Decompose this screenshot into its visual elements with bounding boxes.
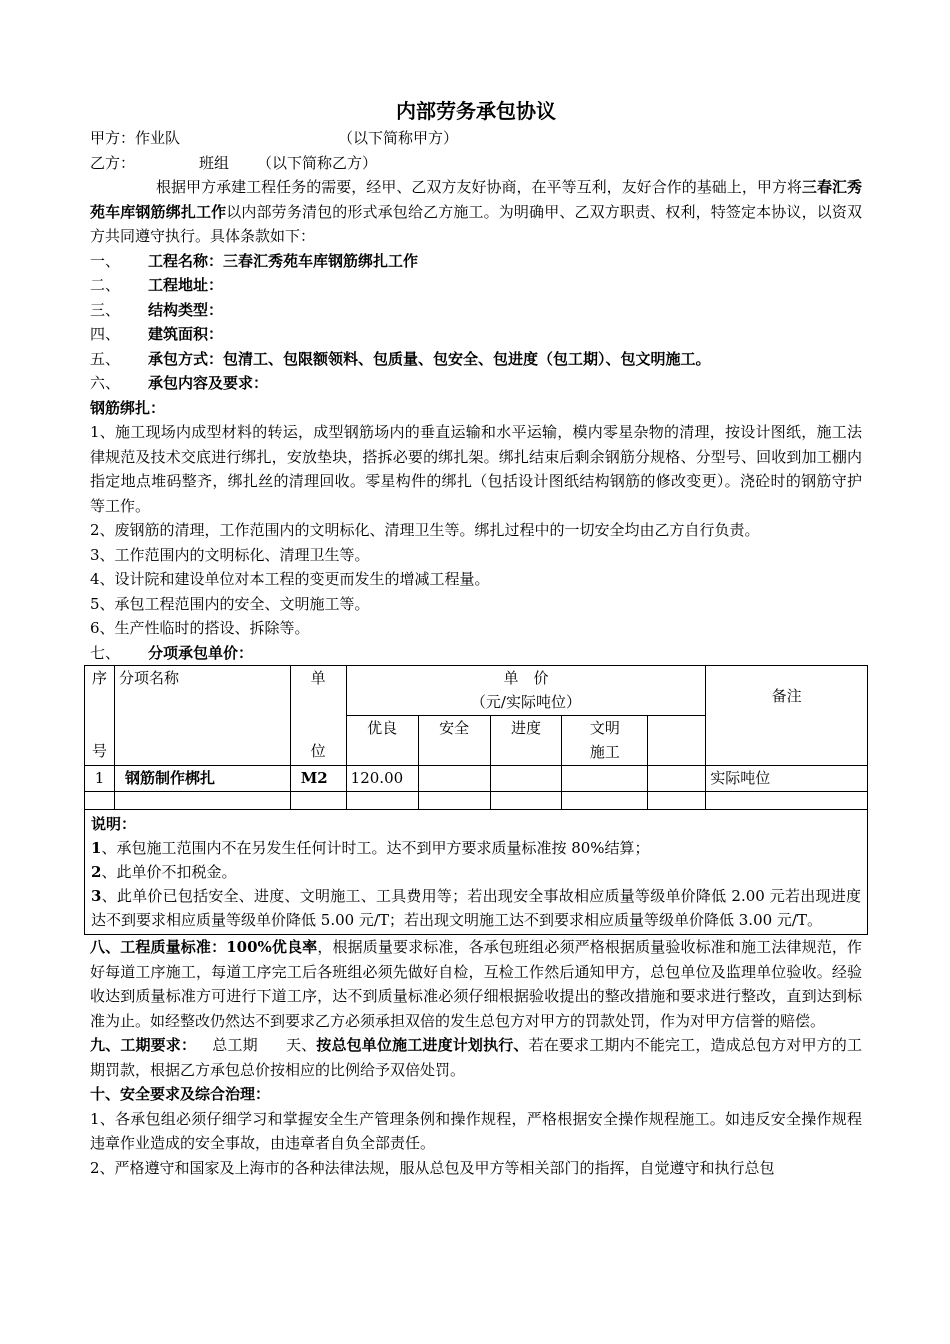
clause-text: 工程地址： — [148, 276, 224, 294]
header-price-title: 单 价 — [503, 669, 549, 687]
header-unit-top: 单 — [310, 669, 326, 687]
row-extra — [648, 766, 706, 792]
row-progress — [490, 766, 562, 792]
header-unit-bottom: 位 — [310, 742, 326, 760]
rebar-item-4: 4、设计院和建设单位对本工程的变更而发生的增减工程量。 — [90, 570, 490, 588]
notes-row — [85, 810, 868, 935]
clause-9-schedule: 按总包单位施工进度计划执行、 — [316, 1036, 529, 1054]
header-seq-bottom: 号 — [91, 742, 107, 760]
header-price — [346, 666, 706, 716]
row-unit: M2 — [290, 766, 346, 792]
intro-paragraph — [90, 175, 862, 249]
intro-project-name: 三春汇秀苑车库钢筋绑扎工作 — [90, 178, 862, 221]
rebar-item-3: 3、工作范围内的文明标化、清理卫生等。 — [90, 545, 370, 564]
clause-num: 七、 — [90, 643, 121, 662]
party-b-team: 班组 — [199, 153, 230, 172]
clause-num: 二、 — [90, 276, 121, 294]
header-civil-top: 文明 — [589, 719, 620, 737]
clause-9-days: 天、 — [285, 1036, 317, 1054]
table-row-empty — [85, 792, 868, 810]
party-a-label: 甲方：作业队 — [90, 129, 181, 147]
clause-text: 分项承包单价： — [148, 643, 254, 662]
note-text: 、此单价不扣税金。 — [101, 863, 237, 881]
clause-num: 一、 — [90, 251, 121, 270]
price-table — [84, 665, 868, 935]
header-safety: 安全 — [418, 716, 490, 766]
party-b-label: 乙方： — [90, 153, 136, 172]
clause-10-heading: 十、安全要求及综合治理： — [90, 1085, 271, 1103]
header-price-sub: （元/实际吨位） — [470, 693, 581, 711]
clause-9-heading: 九、工期要求： — [90, 1036, 197, 1054]
header-empty — [648, 716, 706, 766]
clause-text: 结构类型： — [148, 300, 224, 319]
note-num: 3 — [91, 887, 102, 905]
header-remark: 备注 — [706, 666, 868, 766]
clause-10-item-1: 1、各承包组必须仔细学习和掌握安全生产管理条例和操作规程，严格根据安全操作规程施工。如违反安全操作规程违章作业造成的安全事故，由违章者自负全部责任。 — [90, 1109, 862, 1152]
clause-7 — [90, 641, 862, 666]
row-seq: 1 — [85, 766, 115, 792]
rebar-item-1: 1、施工现场内成型材料的转运，成型钢筋场内的垂直运输和水平运输，模内零星杂物的清理，按设计图纸，施工法律规范及技术交底进行绑扎，安放垫块，搭拆必要的绑扎架。绑扎结束后剩余钢筋分规格、分型号、回收到加工棚内指定地点堆码整齐，绑扎丝的清理回收。零星构件的绑扎（包括设计图纸结构钢筋的修改变更）。浇砼时的钢筋守护等工作。 — [90, 423, 862, 515]
note-num: 2 — [91, 863, 102, 881]
clause-num: 六、 — [90, 374, 121, 392]
clause-num: 四、 — [90, 325, 121, 343]
notes-cell — [85, 810, 868, 935]
notes-heading: 说明： — [91, 815, 137, 833]
document-page — [90, 96, 862, 1180]
header-civil-bottom: 施工 — [589, 743, 620, 761]
header-civil — [562, 716, 648, 766]
party-b-note: （以下简称乙方） — [257, 153, 378, 172]
note-1 — [91, 836, 861, 860]
intro-text-2: 以内部劳务清包的形式承包给乙方施工。为明确甲、乙双方职责、权利，特签定本协议，以资双方共同遵守执行。具体条款如下： — [90, 202, 862, 245]
row-remark: 实际吨位 — [706, 766, 868, 792]
clause-8-text: ，根据质量要求标准，各承包班组必须严格根据质量验收标准和施工法律规范，作好每道工序施工，每道工序完工后各班组必须先做好自检，互检工作然后通知甲方，总包单位及监理单位验收。经验收达到质量标准方可进行下道工序，达不到质量标准必须仔细根据验收提出的整改措施和要求进行整改，直到达到标准为止。如经整改仍然达不到要求乙方必须承担双倍的发生总包方对甲方的罚款处罚，作为对甲方信誉的赔偿。 — [90, 938, 862, 1030]
party-a-note: （以下简称甲方） — [338, 129, 459, 147]
rebar-item-6: 6、生产性临时的搭设、拆除等。 — [90, 619, 310, 637]
clause-9-text: 若在要求工期内不能完工，造成总包方对甲方的工期罚款，根据乙方承包总价按相应的比例给予双倍处罚。 — [90, 1036, 862, 1079]
note-num: 1 — [91, 839, 102, 857]
note-2 — [91, 860, 861, 884]
clause-num: 五、 — [90, 349, 121, 368]
row-civil — [562, 766, 648, 792]
clause-8-heading: 八、工程质量标准：100%优良率 — [90, 938, 318, 956]
party-a-line — [90, 126, 862, 151]
clause-text: 工程名称：三春汇秀苑车库钢筋绑扎工作 — [148, 251, 419, 270]
header-excellent: 优良 — [346, 716, 418, 766]
header-unit — [290, 666, 346, 766]
clause-4 — [90, 322, 862, 347]
row-safety — [418, 766, 490, 792]
party-b-line — [90, 151, 862, 176]
row-excellent: 120.00 — [346, 766, 418, 792]
intro-text-1: 根据甲方承建工程任务的需要，经甲、乙双方友好协商，在平等互利，友好合作的基础上，甲方将 — [156, 178, 802, 196]
clause-num: 三、 — [90, 300, 121, 319]
clause-text: 承包内容及要求： — [148, 374, 269, 392]
header-seq — [85, 666, 115, 766]
header-name: 分项名称 — [114, 666, 290, 766]
note-text: 、承包施工范围内不在另发生任何计时工。达不到甲方要求质量标准按 80%结算； — [101, 839, 650, 857]
note-3 — [91, 884, 861, 932]
clause-1 — [90, 249, 862, 274]
clause-9-total: 总工期 — [212, 1036, 258, 1054]
clause-text: 承包方式：包清工、包限额领料、包质量、包安全、包进度（包工期）、包文明施工。 — [148, 349, 711, 368]
clause-text: 建筑面积： — [148, 325, 224, 343]
table-row — [85, 766, 868, 792]
header-seq-top: 序 — [91, 669, 107, 687]
clause-2 — [90, 273, 862, 298]
note-text: 、此单价已包括安全、进度、文明施工、工具费用等；若出现安全事故相应质量等级单价降低 2.00 元若出现进度达不到要求相应质量等级单价降低 5.00 元/T；若出现文明施工达不到要求相应质量等级单价降低 3.00 元/T。 — [91, 887, 861, 929]
document-title: 内部劳务承包协议 — [396, 99, 556, 123]
rebar-heading: 钢筋绑扎： — [90, 398, 166, 417]
clause-5 — [90, 347, 862, 372]
rebar-item-2: 2、废钢筋的清理，工作范围内的文明标化、清理卫生等。绑扎过程中的一切安全均由乙方自行负责。 — [90, 521, 760, 539]
rebar-item-5: 5、承包工程范围内的安全、文明施工等。 — [90, 594, 370, 613]
clause-10-item-2: 2、严格遵守和国家及上海市的各种法律法规，服从总包及甲方等相关部门的指挥，自觉遵守和执行总包 — [90, 1158, 775, 1177]
clause-9 — [90, 1033, 862, 1082]
row-name: 钢筋制作梆扎 — [114, 766, 290, 792]
header-progress: 进度 — [490, 716, 562, 766]
clause-6 — [90, 371, 862, 396]
clause-8 — [90, 935, 862, 1033]
clause-3 — [90, 298, 862, 323]
